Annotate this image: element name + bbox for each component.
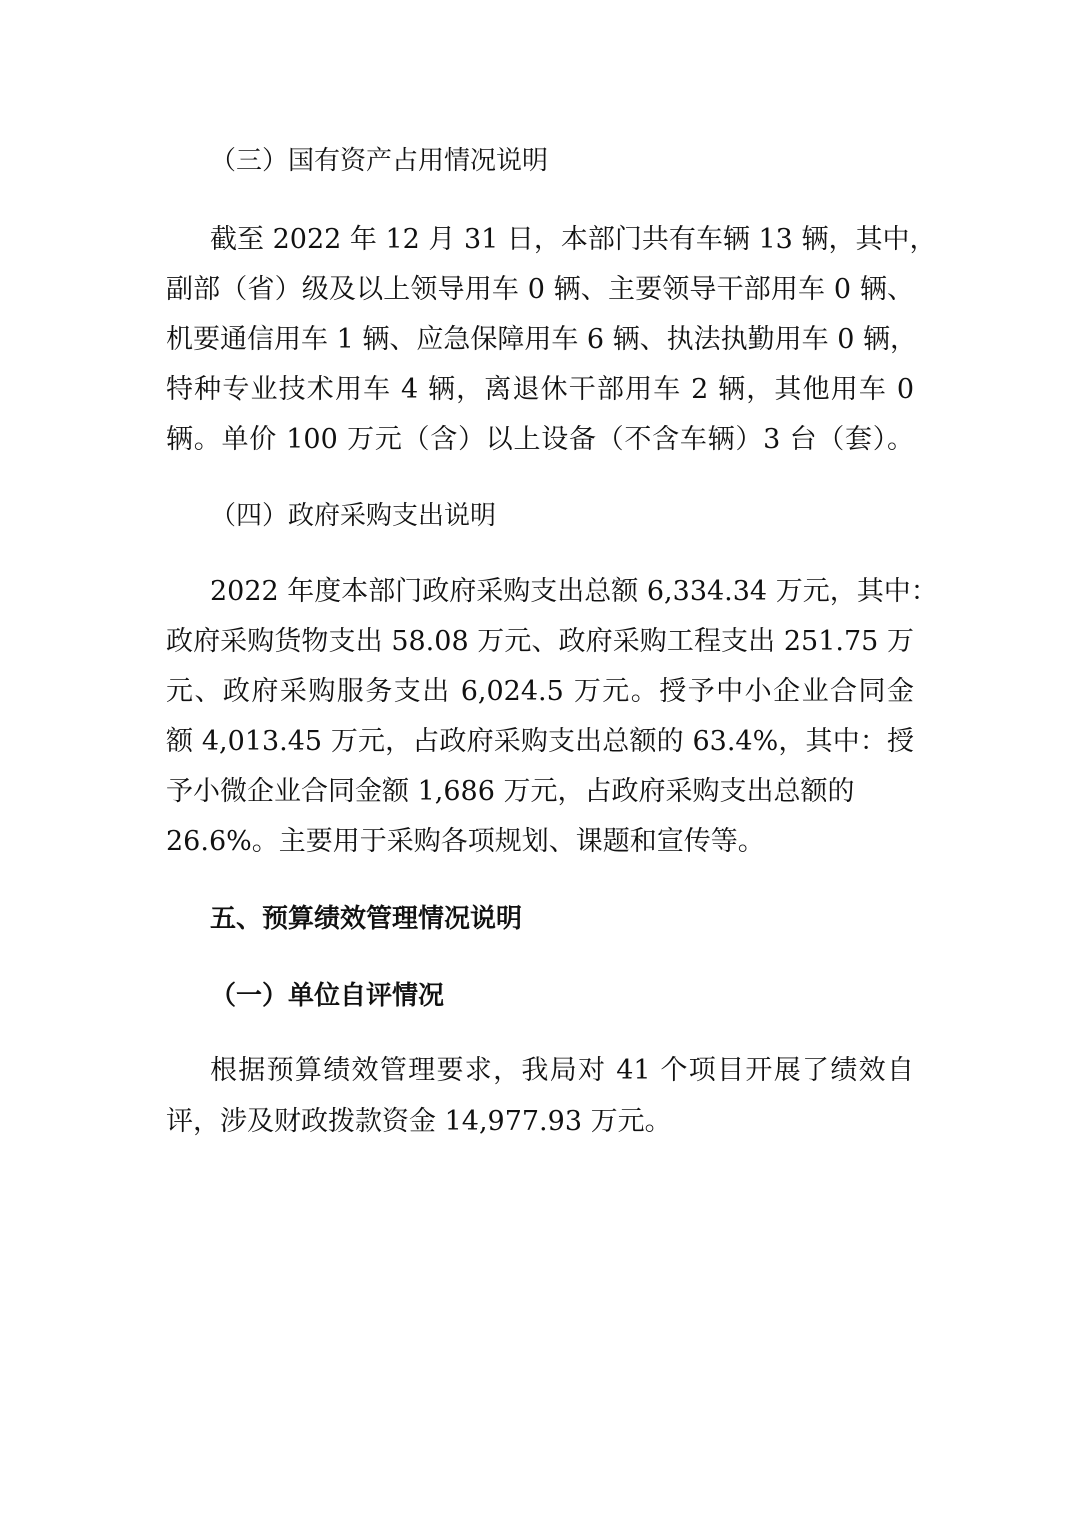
section-5-heading: 五、预算绩效管理情况说明 <box>210 904 523 934</box>
section-4-paragraph-line-1: 2022 年度本部门政府采购支出总额 6,334.34 万元，其中： <box>210 576 938 607</box>
section-5-1-heading: （一）单位自评情况 <box>210 981 445 1011</box>
section-4-paragraph-line-5: 予小微企业合同金额 1,686 万元，占政府采购支出总额的 <box>166 776 855 807</box>
section-3-paragraph-line-5: 辆。单价 100 万元（含）以上设备（不含车辆）3 台（套）。 <box>166 424 914 455</box>
section-4-paragraph-line-4: 额 4,013.45 万元，占政府采购支出总额的 63.4%，其中：授 <box>166 726 914 757</box>
section-5-1-paragraph-line-2: 评，涉及财政拨款资金 14,977.93 万元。 <box>166 1106 672 1137</box>
section-3-paragraph-line-3: 机要通信用车 1 辆、应急保障用车 6 辆、执法执勤用车 0 辆， <box>166 324 918 355</box>
section-3-paragraph-line-4: 特种专业技术用车 4 辆，离退休干部用车 2 辆，其他用车 0 <box>166 374 914 405</box>
section-4-paragraph-line-6: 26.6%。主要用于采购各项规划、课题和宣传等。 <box>166 826 765 857</box>
section-4-paragraph-line-3: 元、政府采购服务支出 6,024.5 万元。授予中小企业合同金 <box>166 676 914 707</box>
section-5-1-paragraph-line-1: 根据预算绩效管理要求，我局对 41 个项目开展了绩效自 <box>210 1055 914 1086</box>
section-4-heading: （四）政府采购支出说明 <box>210 501 497 531</box>
section-3-paragraph-line-1: 截至 2022 年 12 月 31 日，本部门共有车辆 13 辆，其中， <box>210 224 937 255</box>
section-3-heading: （三）国有资产占用情况说明 <box>210 146 549 176</box>
section-3-paragraph-line-2: 副部（省）级及以上领导用车 0 辆、主要领导干部用车 0 辆、 <box>166 274 914 305</box>
section-4-paragraph-line-2: 政府采购货物支出 58.08 万元、政府采购工程支出 251.75 万 <box>166 626 914 657</box>
